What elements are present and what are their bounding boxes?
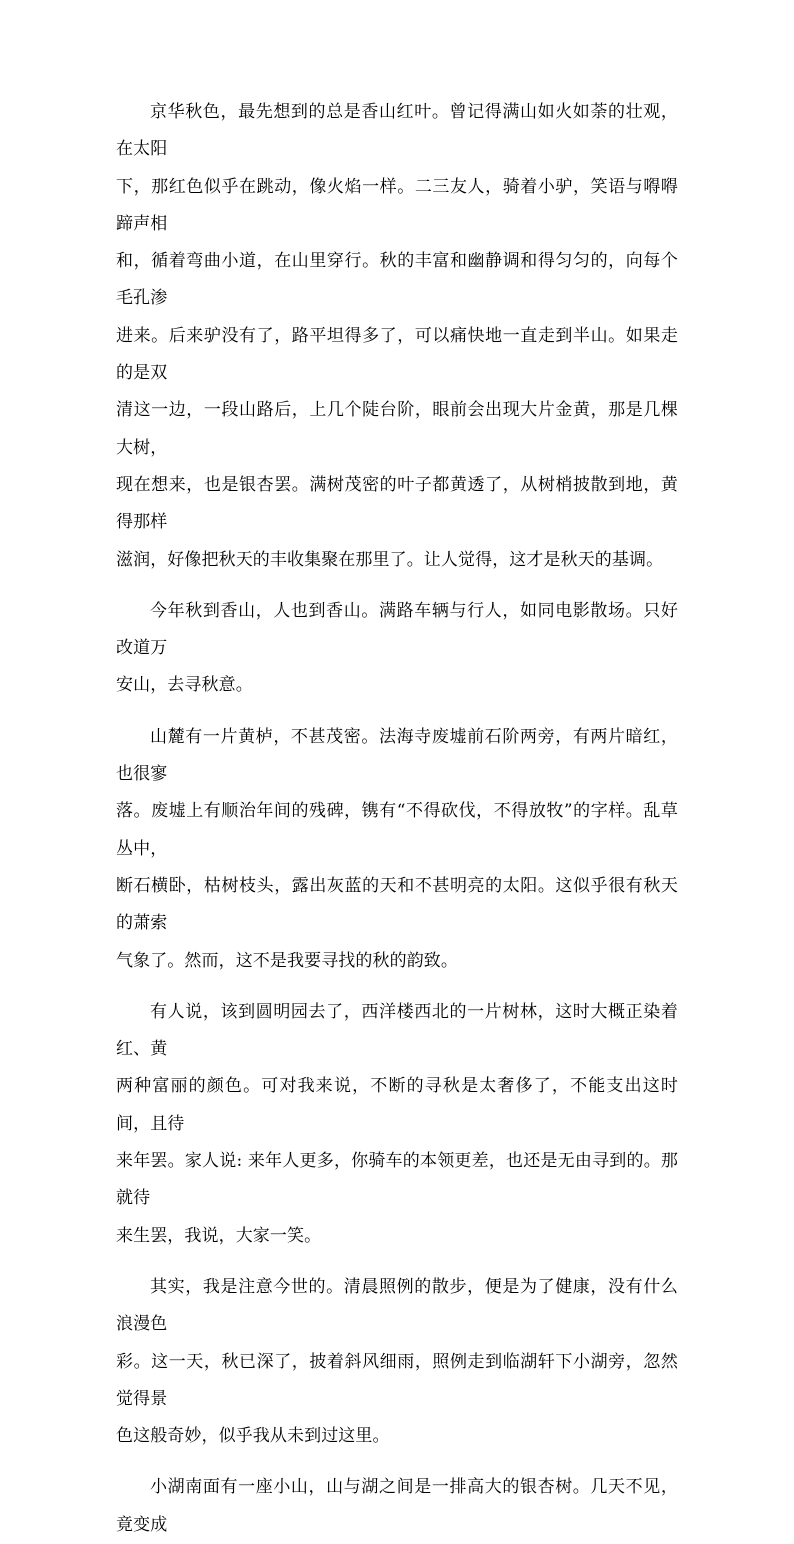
text-line: 气象了。然而，这不是我要寻找的秋的韵致。 bbox=[116, 950, 458, 971]
text-line: 山麓有一片黄栌，不甚茂密。法海寺废墟前石阶两旁，有两片暗红，也很寥 bbox=[116, 726, 678, 785]
text-line: 和，循着弯曲小道，在山里穿行。秋的丰富和幽静调和得匀匀的，向每个毛孔渗 bbox=[116, 251, 678, 309]
text-line: 清这一边，一段山路后，上几个陡台阶，眼前会出现大片金黄，那是几棵大树， bbox=[116, 400, 678, 458]
text-line: 安山，去寻秋意。 bbox=[116, 675, 253, 696]
text-line: 落。废墟上有顺治年间的残碑，镌有“不得砍伐，不得放牧”的字样。乱草丛中， bbox=[116, 801, 678, 859]
text-line: 有人说，该到圆明园去了，西洋楼西北的一片树林，这时大概正染着红、黄 bbox=[116, 1001, 678, 1060]
text-line: 今年秋到香山，人也到香山。满路车辆与行人，如同电影散场。只好改道万 bbox=[116, 600, 678, 659]
text-line: 下，那红色似乎在跳动，像火焰一样。二三友人，骑着小驴，笑语与嘚嘚蹄声相 bbox=[116, 176, 678, 234]
paragraph bbox=[116, 1269, 678, 1455]
paragraph bbox=[116, 719, 678, 980]
paragraph bbox=[116, 593, 678, 705]
text-line: 彩。这一天，秋已深了，披着斜风细雨，照例走到临湖轩下小湖旁，忽然觉得景 bbox=[116, 1351, 678, 1409]
text-line: 其实，我是注意今世的。清晨照例的散步，便是为了健康，没有什么浪漫色 bbox=[116, 1276, 678, 1335]
text-line: 来年罢。家人说: 来年人更多，你骑车的本领更差，也还是无由寻到的。那就待 bbox=[116, 1151, 678, 1209]
text-line: 色这般奇妙，似乎我从未到过这里。 bbox=[116, 1426, 390, 1447]
text-line: 现在想来，也是银杏罢。满树茂密的叶子都黄透了，从树梢披散到地，黄得那样 bbox=[116, 474, 678, 533]
paragraph bbox=[116, 1469, 678, 1544]
text-line: 两种富丽的颜色。可对我来说，不断的寻秋是太奢侈了，不能支出这时间，且待 bbox=[116, 1076, 678, 1134]
text-line: 滋润，好像把秋天的丰收集聚在那里了。让人觉得，这才是秋天的基调。 bbox=[116, 549, 664, 570]
text-line: 进来。后来驴没有了，路平坦得多了，可以痛快地一直走到半山。如果走的是双 bbox=[116, 325, 678, 384]
text-line: 小湖南面有一座小山，山与湖之间是一排高大的银杏树。几天不见，竟变成 bbox=[116, 1477, 678, 1535]
body-text bbox=[116, 94, 678, 1544]
text-line: 京华秋色，最先想到的总是香山红叶。曾记得满山如火如荼的壮观，在太阳 bbox=[116, 102, 678, 160]
paragraph bbox=[116, 94, 678, 579]
text-line: 来生罢，我说，大家一笑。 bbox=[116, 1225, 322, 1246]
paragraph bbox=[116, 994, 678, 1255]
text-line: 断石横卧，枯树枝头，露出灰蓝的天和不甚明亮的太阳。这似乎很有秋天的萧索 bbox=[116, 875, 678, 934]
